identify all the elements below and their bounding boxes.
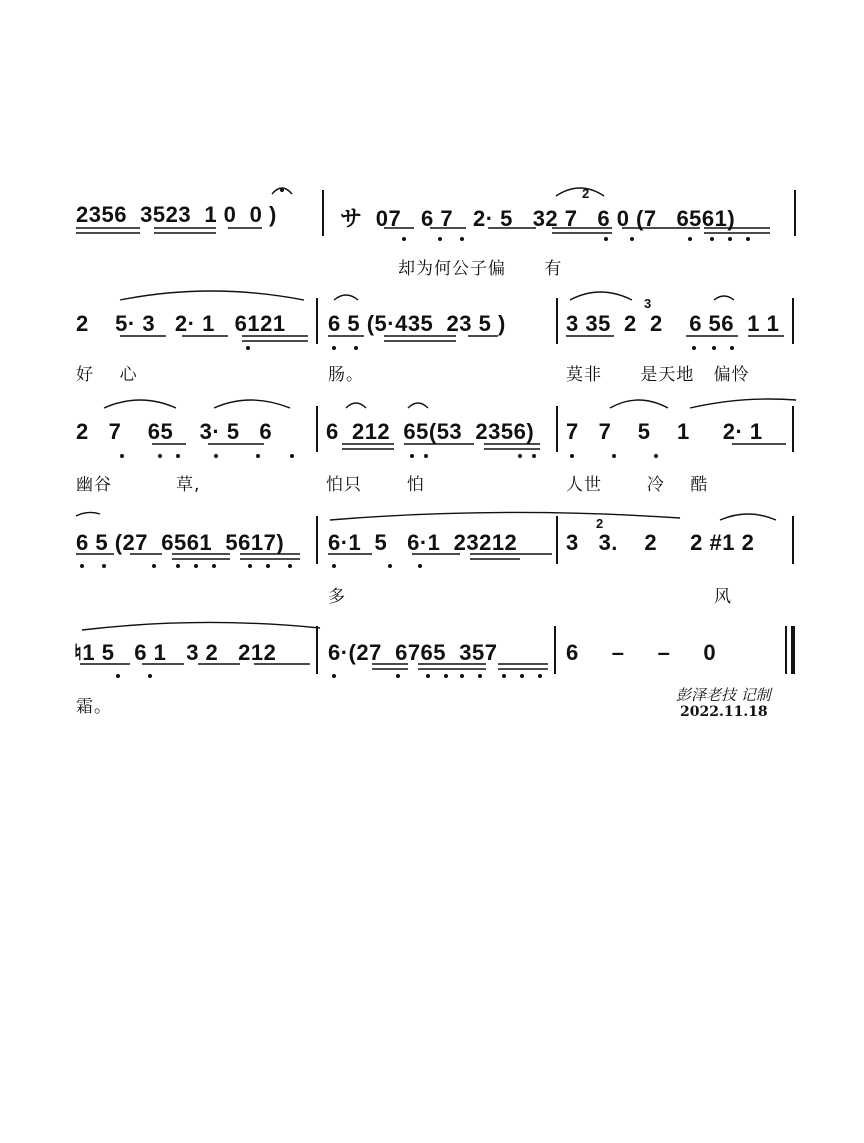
line2-lyrics-a: 好 心 bbox=[76, 365, 138, 385]
date-text: 2022.11.18 bbox=[680, 704, 768, 720]
line3-notes-c: 7 7 5 1 2· 1 bbox=[566, 419, 763, 444]
line5-notes-a: ♮1 5 6 1 3 2 212 bbox=[74, 640, 277, 665]
line5-notes-c: 6 – – 0 bbox=[566, 640, 717, 665]
line2-notes-c: 3 35 2 2 6 56 1 1 bbox=[566, 311, 780, 336]
line2-lyrics-b: 肠。 bbox=[328, 365, 364, 385]
line3-notes-a: 2 7 65 3· 5 6 bbox=[76, 419, 273, 444]
line3-lyrics-a: 幽谷 草, bbox=[76, 475, 201, 495]
line2-lyrics-c: 莫非 是天地 偏怜 bbox=[566, 365, 750, 385]
line1-notes-a: 2356 3523 1 0 0 ) bbox=[76, 202, 277, 227]
line5-lyrics-a: 霜。 bbox=[76, 697, 112, 717]
handwritten-signature: 彭泽老技 记制 bbox=[676, 686, 771, 704]
line1-lyrics: 却为何公子偏 有 bbox=[398, 259, 563, 279]
line4-notes-a: 6 5 (27 6561 5617) bbox=[76, 530, 285, 555]
line2-notes-b: 6 5 (5·435 23 5 ) bbox=[328, 311, 506, 336]
line3-notes-b: 6 212 65(53 2356) bbox=[326, 419, 535, 444]
grace-note: 3 bbox=[644, 296, 652, 311]
line4-lyrics-c: 风 bbox=[714, 587, 732, 607]
line3-lyrics-c: 人世 冷 酷 bbox=[566, 475, 709, 495]
line1-notes-b: サ 07 6 7 2· 5 32 7 6 0 (7 6561) bbox=[340, 206, 736, 231]
grace-note: 2 bbox=[582, 186, 590, 201]
line2-notes-a: 2 5· 3 2· 1 6121 bbox=[76, 311, 286, 336]
grace-note: 2 bbox=[596, 516, 604, 531]
line4-notes-b: 6·1 5 6·1 23212 bbox=[328, 530, 518, 555]
line5-notes-b: 6·(27 6765 357 bbox=[328, 640, 498, 665]
line4-lyrics-b: 多 bbox=[328, 587, 346, 607]
line4-notes-c: 3 3. 2 2 #1 2 bbox=[566, 530, 755, 555]
line3-lyrics-b: 怕只 怕 bbox=[326, 475, 425, 495]
